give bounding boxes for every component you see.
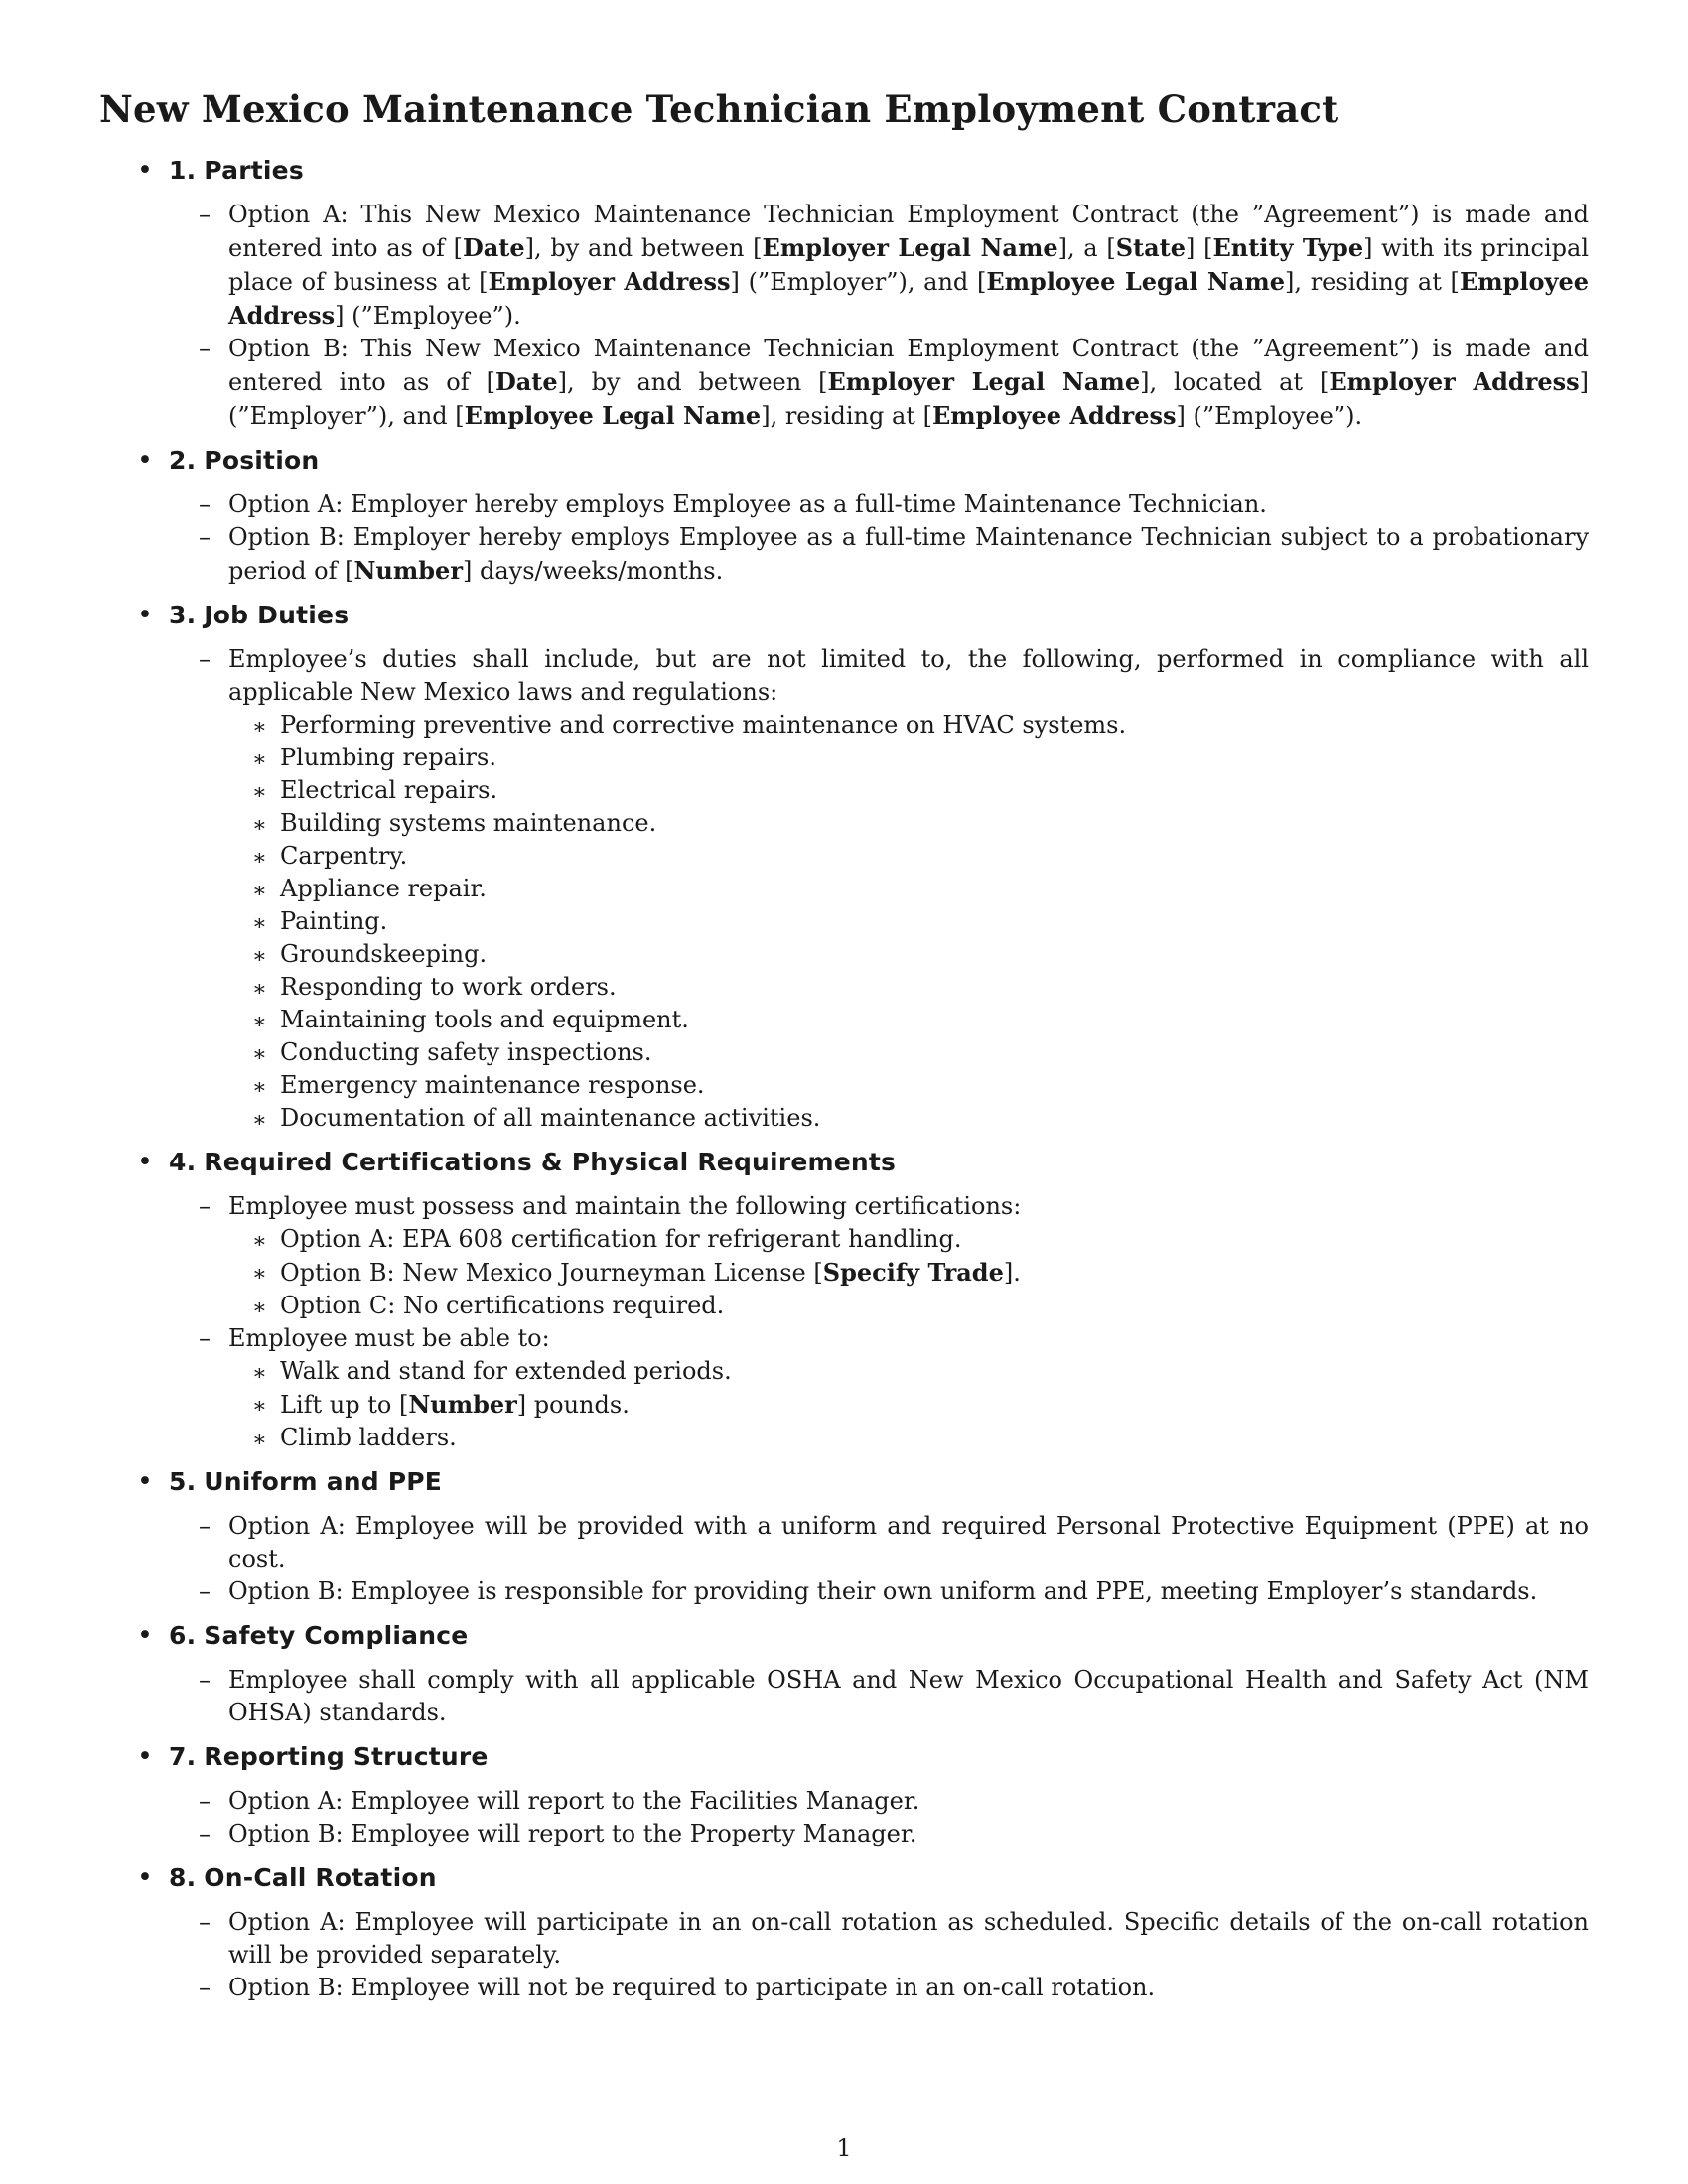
dash-bullet-icon: – (199, 1908, 211, 1937)
asterisk-bullet-icon: ∗ (252, 911, 267, 937)
text-segment: ], by and between [ (557, 368, 828, 397)
clause-item (169, 1818, 1589, 1850)
text-segment: Option A: Employee will report to the Facilities Manager. (228, 1787, 920, 1816)
section-heading (169, 443, 1589, 478)
text-segment: Option B: Employee will not be required to participate in an on-call rotation. (228, 1974, 1156, 2002)
text-segment: ] (”Employee”). (1176, 402, 1363, 431)
document-page (99, 87, 1589, 2014)
asterisk-bullet-icon: ∗ (252, 715, 267, 741)
section-heading-text: Parties (204, 156, 304, 186)
sub-list (228, 1355, 1589, 1454)
section-5 (99, 1464, 1589, 1608)
asterisk-bullet-icon: ∗ (252, 1229, 267, 1255)
dash-bullet-icon: – (199, 201, 211, 229)
bullet-icon: • (137, 600, 153, 631)
clause-item (169, 488, 1589, 521)
section-heading-text: On-Call Rotation (204, 1863, 437, 1893)
text-segment: ] [ (1186, 234, 1213, 263)
sub-item (228, 873, 1589, 905)
clause-list (169, 643, 1589, 1135)
text-segment: Building systems maintenance. (280, 809, 657, 838)
text-segment: Carpentry. (280, 842, 408, 871)
text-segment: Electrical repairs. (280, 776, 498, 805)
section-number: 1. (169, 156, 197, 186)
section-heading-text: Uniform and PPE (204, 1467, 443, 1497)
text-segment: ] pounds. (516, 1391, 630, 1420)
text-segment: Emergency maintenance response. (280, 1071, 705, 1100)
asterisk-bullet-icon: ∗ (252, 780, 267, 806)
section-number: 2. (169, 446, 197, 476)
text-segment: ] (”Employer”), and [ (730, 268, 987, 297)
bullet-icon: • (137, 445, 153, 477)
asterisk-bullet-icon: ∗ (252, 1428, 267, 1453)
sub-item (228, 840, 1589, 873)
asterisk-bullet-icon: ∗ (252, 748, 267, 773)
clause-list (169, 199, 1589, 433)
section-number: 3. (169, 601, 197, 630)
clause-text (228, 1192, 1021, 1220)
sub-item (228, 742, 1589, 774)
section-7 (99, 1739, 1589, 1850)
clause-text (228, 523, 1589, 585)
text-segment: Employee shall comply with all applicable OSHA and New Mexico Occupational Health and Safety Act (NM OHSA) standards. (228, 1666, 1589, 1727)
clause-text (228, 201, 1589, 330)
dash-bullet-icon: – (199, 1974, 211, 2002)
section-number: 6. (169, 1621, 197, 1651)
clause-item (169, 1972, 1589, 2004)
clause-item (169, 199, 1589, 333)
section-1 (99, 153, 1589, 433)
text-segment: ] days/weeks/months. (462, 557, 724, 586)
sub-item (228, 1290, 1589, 1322)
sub-item (228, 1102, 1589, 1135)
bullet-icon: • (137, 1147, 153, 1178)
asterisk-bullet-icon: ∗ (252, 813, 267, 839)
section-number: 5. (169, 1467, 197, 1497)
clause-item (169, 1575, 1589, 1608)
sub-item (228, 905, 1589, 938)
text-segment: Groundskeeping. (280, 940, 488, 969)
placeholder-field: Employee Legal Name (464, 401, 762, 431)
sub-item (228, 1355, 1589, 1388)
sub-item (228, 1036, 1589, 1069)
text-segment: ] (”Employee”). (335, 302, 521, 331)
section-heading-text: Job Duties (204, 601, 350, 630)
text-segment: Employee must possess and maintain the following certifications: (228, 1192, 1022, 1221)
text-segment: Option B: Employee will report to the Property Manager. (228, 1820, 917, 1848)
clause-item (169, 1664, 1589, 1729)
asterisk-bullet-icon: ∗ (252, 1010, 267, 1035)
text-segment: Climb ladders. (280, 1424, 457, 1452)
bullet-icon: • (137, 1862, 153, 1894)
placeholder-field: Employee Address (931, 401, 1177, 431)
asterisk-bullet-icon: ∗ (252, 879, 267, 904)
clause-text (228, 1820, 916, 1847)
clause-item (169, 521, 1589, 588)
section-heading-text: Reporting Structure (204, 1742, 489, 1772)
text-segment: Option A: Employee will participate in an on-call rotation as scheduled. Specific details of the on-call rotation will be provided separately. (228, 1908, 1589, 1970)
placeholder-field: Number (353, 556, 463, 586)
text-segment: ]. (1003, 1259, 1021, 1288)
asterisk-bullet-icon: ∗ (252, 944, 267, 970)
section-heading (169, 598, 1589, 633)
section-3 (99, 598, 1589, 1135)
dash-bullet-icon: – (199, 1577, 211, 1606)
placeholder-field: Number (408, 1390, 517, 1420)
asterisk-bullet-icon: ∗ (252, 1296, 267, 1321)
sub-item (228, 1388, 1589, 1422)
text-segment: Option A: Employer hereby employs Employee as a full-time Maintenance Technician. (228, 490, 1267, 519)
section-heading-text: Position (204, 446, 320, 476)
text-segment: Performing preventive and corrective maintenance on HVAC systems. (280, 711, 1127, 740)
asterisk-bullet-icon: ∗ (252, 1075, 267, 1101)
text-segment: Option B: Employee is responsible for providing their own uniform and PPE, meeting Employer’s standards. (228, 1577, 1538, 1606)
dash-bullet-icon: – (199, 1324, 211, 1353)
text-segment: ], residing at [ (1285, 268, 1460, 297)
asterisk-bullet-icon: ∗ (252, 1394, 267, 1420)
section-heading (169, 153, 1589, 189)
sub-item (228, 1422, 1589, 1454)
sub-item (228, 807, 1589, 840)
text-segment: Option C: No certifications required. (280, 1292, 725, 1320)
clause-item (169, 1322, 1589, 1454)
section-heading (169, 1860, 1589, 1896)
clause-list (169, 488, 1589, 588)
text-segment: Option B: New Mexico Journeyman License [ (280, 1259, 823, 1288)
text-segment: Maintaining tools and equipment. (280, 1006, 689, 1034)
clause-list (169, 1785, 1589, 1850)
section-number: 7. (169, 1742, 197, 1772)
clause-list (169, 1664, 1589, 1729)
asterisk-bullet-icon: ∗ (252, 1042, 267, 1068)
text-segment: Option B: This New Mexico Maintenance Technician Employment Contract (the ”Agreement”) is made and entered into as of [ (228, 335, 1589, 397)
section-8 (99, 1860, 1589, 2004)
bullet-icon: • (137, 1466, 153, 1498)
asterisk-bullet-icon: ∗ (252, 1361, 267, 1387)
text-segment: Responding to work orders. (280, 973, 617, 1002)
dash-bullet-icon: – (199, 1666, 211, 1695)
text-segment: Documentation of all maintenance activities. (280, 1104, 821, 1133)
text-segment: Option B: Employer hereby employs Employee as a full-time Maintenance Technician subject to a probationary period of [ (228, 523, 1589, 586)
text-segment: ], located at [ (1140, 368, 1330, 397)
text-segment: ], a [ (1057, 234, 1116, 263)
text-segment: Option A: Employee will be provided with a uniform and required Personal Protective Equipment (PPE) at no cost. (228, 1512, 1589, 1573)
clause-text (228, 1787, 919, 1815)
placeholder-field: State (1115, 233, 1187, 263)
clause-text (228, 1908, 1589, 1969)
asterisk-bullet-icon: ∗ (252, 1262, 267, 1288)
text-segment: ] with its principal place of business at [ (228, 234, 1589, 297)
clause-text (228, 490, 1267, 518)
asterisk-bullet-icon: ∗ (252, 846, 267, 872)
text-segment: Option A: This New Mexico Maintenance Technician Employment Contract (the ”Agreement”) is made and entered into as of [ (228, 201, 1589, 263)
section-2 (99, 443, 1589, 588)
dash-bullet-icon: – (199, 1512, 211, 1541)
sub-list (228, 709, 1589, 1135)
clause-text (228, 1666, 1589, 1726)
placeholder-field: Entity Type (1212, 233, 1364, 263)
text-segment: Employee must be able to: (228, 1324, 550, 1353)
clause-list (169, 1190, 1589, 1454)
sub-item (228, 938, 1589, 971)
clause-text (228, 645, 1589, 706)
clause-item (169, 1510, 1589, 1575)
asterisk-bullet-icon: ∗ (252, 977, 267, 1003)
placeholder-field: Employee Address (228, 267, 1590, 331)
section-heading-text: Required Certifications & Physical Requirements (204, 1148, 897, 1177)
text-segment: Lift up to [ (280, 1391, 409, 1420)
placeholder-field: Date (462, 233, 525, 263)
sub-item (228, 1069, 1589, 1102)
clause-item (169, 1190, 1589, 1322)
section-heading-text: Safety Compliance (204, 1621, 469, 1651)
page-number: 1 (836, 2134, 852, 2162)
text-segment: ], by and between [ (524, 234, 763, 263)
text-segment: Employee’s duties shall include, but are not limited to, the following, performed in compliance with all applicable New Mexico laws and regulations: (228, 645, 1589, 707)
dash-bullet-icon: – (199, 1820, 211, 1848)
clause-text (228, 1324, 550, 1352)
section-number: 8. (169, 1863, 197, 1893)
dash-bullet-icon: – (199, 490, 211, 519)
clause-text (228, 1577, 1537, 1605)
section-heading (169, 1618, 1589, 1654)
clause-text (228, 1512, 1589, 1572)
text-segment: Plumbing repairs. (280, 744, 496, 772)
text-segment: Appliance repair. (280, 875, 487, 903)
text-segment: Conducting safety inspections. (280, 1038, 652, 1067)
sub-item (228, 971, 1589, 1004)
clause-list (169, 1510, 1589, 1608)
dash-bullet-icon: – (199, 645, 211, 674)
clause-list (169, 1906, 1589, 2004)
document-title: New Mexico Maintenance Technician Employment Contract (99, 87, 1339, 131)
clause-item (169, 1906, 1589, 1972)
section-heading (169, 1464, 1589, 1500)
clause-item (169, 333, 1589, 433)
dash-bullet-icon: – (199, 523, 211, 552)
clause-item (169, 1785, 1589, 1818)
bullet-icon: • (137, 1620, 153, 1652)
dash-bullet-icon: – (199, 335, 211, 363)
sub-item (228, 709, 1589, 742)
section-heading (169, 1145, 1589, 1180)
sub-item (228, 1223, 1589, 1256)
clause-text (228, 1974, 1155, 2001)
sub-list (228, 1223, 1589, 1322)
section-heading (169, 1739, 1589, 1775)
placeholder-field: Employer Legal Name (762, 233, 1058, 263)
placeholder-field: Employer Legal Name (827, 367, 1141, 397)
section-list (99, 153, 1589, 2004)
section-number: 4. (169, 1148, 197, 1177)
sub-item (228, 1256, 1589, 1290)
text-segment: ], residing at [ (761, 402, 932, 431)
placeholder-field: Employer Address (1329, 367, 1580, 397)
text-segment: Painting. (280, 907, 388, 936)
placeholder-field: Employee Legal Name (986, 267, 1286, 297)
placeholder-field: Specify Trade (822, 1258, 1004, 1288)
placeholder-field: Date (494, 367, 558, 397)
bullet-icon: • (137, 1741, 153, 1773)
bullet-icon: • (137, 155, 153, 187)
section-4 (99, 1145, 1589, 1454)
text-segment: Walk and stand for extended periods. (280, 1357, 732, 1386)
placeholder-field: Employer Address (488, 267, 731, 297)
clause-text (228, 335, 1589, 430)
dash-bullet-icon: – (199, 1787, 211, 1816)
section-6 (99, 1618, 1589, 1729)
sub-item (228, 774, 1589, 807)
asterisk-bullet-icon: ∗ (252, 1108, 267, 1134)
dash-bullet-icon: – (199, 1192, 211, 1221)
text-segment: ] (”Employer”), and [ (228, 368, 1590, 431)
sub-item (228, 1004, 1589, 1036)
text-segment: Option A: EPA 608 certification for refrigerant handling. (280, 1225, 962, 1254)
clause-item (169, 643, 1589, 1135)
